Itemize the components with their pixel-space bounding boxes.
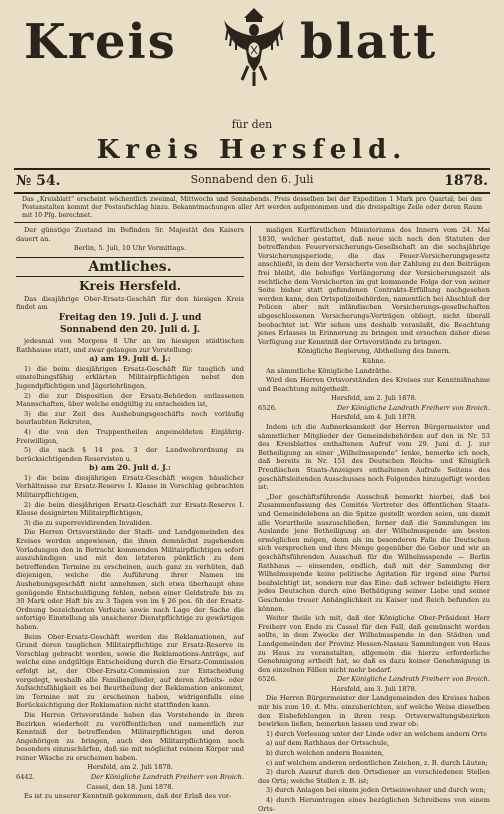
prussian-eagle-icon <box>222 6 286 88</box>
masthead-for-the: für den <box>231 118 273 131</box>
list-item: 3) die zur Zeit des Aushebungsgeschäfts noch vorläufig beurlaubten Rekruten, <box>16 409 244 427</box>
kaiser-bulletin-dateline: Berlin, 5. Juli, 10 Uhr Vormittags. <box>73 244 187 253</box>
signature-line <box>16 773 244 782</box>
left-paragraph: Beim Ober-Ersatz-Geschäft werden die Reklamationen, auf Grund deren tauglichen Militairpflichtige zur Ersatz-Reserve in Vorschlag gebracht worden, sowie die Reklamations-Anträge, auf welche eine endgültige Entscheidung durch die Ersatz-Commission erfolgt ist, der Ober-Ersatz-Commission zur Entscheidung vorgelegt, weshalb alle Familienglieder, auf deren Arbeits- oder Aufsichtsfähigkeit es bei Beurtheilung der Reklamation ankommt, im Termine mit zu erscheinen haben, widrigenfalls eine Berücksichtigung der Reklamation nicht stattfinden kann. <box>16 632 244 710</box>
issue-line <box>14 173 490 191</box>
subheading-a: a) am 19. Juli d. J.: <box>89 354 171 364</box>
list-item: 1) die beim diesjährigen Ersatz-Geschäft wegen häuslicher Verhältnisse zur Ersatz-Reserve I. Klasse in Vorschlag gebrachten Militairpflichtigen, <box>16 473 244 500</box>
right-paragraph: „Der geschäftsführende Ausschuß bemerkt hierbei, daß bei Zusammenfassung des Comités Vertreter des öffentlichen Staats- und Gemeindelebens an die Spitze gestellt worden seien, um damit alle Vorurtheile auszuschließen, ferner daß die Sammlungen im Auslande jene Betheiligung an der Wilhelmsspende am besten ermöglichen mögen, denn als im besonderen Falle die Deutschen sich versprechen und ihre Menge gegenüber die Geber und wir an geschäftsführenden Ausschuß für die Wilhelmsspende — Berlin Rathhaus — einsenden, endlich, daß mit der Sammlung der Wilhelmsspende keine politische Agitation für irgend eine Partei beabsichtigt ist, sondern nur das Eine: daß schwer beleidigte Herz jedes Deutschen durch eine Bethätigung seiner Liebe und seiner Geschenke treuer Anhänglichkeit zu Kaiser und Reich befunden zu können. <box>258 492 490 613</box>
left-paragraph: Die Herren Ortsvorstände haben das Vorstehende in ihren Bezirken wiederholt zu veröffentlichen und namentlich zur Kenntniß der betreffenden Militairpflichtigen und deren Angehörigen zu bringen, auch den Militairpflichtigen noch besonders einzuschärfen, daß sie mit möglichst reinem Körper und reiner Wäsche zu erscheinen haben. <box>16 710 244 762</box>
signature-line <box>258 404 490 413</box>
list-item: 3) durch Anlagen bei einem jeden Ortseinwohner und durch wen; <box>266 786 486 795</box>
signature-line <box>258 675 490 684</box>
right-paragraph: Wird den Herren Ortsvorständen des Kreises zur Kenntnißnahme und Beachtung mitgetheilt. <box>258 376 490 393</box>
notice-rule <box>14 222 490 223</box>
district-title: Kreis Hersfeld. <box>79 278 181 293</box>
right-dateline-3: Hersfeld, am 3. Juli 1878. <box>331 684 417 693</box>
left-paragraph: jedesmal von Morgens 8 Uhr an im hiesigen städtischen Rathhause statt, und zwar gelangen zur Vorstellung: <box>16 336 244 354</box>
signature: Der Königliche Landrath Freiherr von Broich. <box>336 403 490 412</box>
kaiser-bulletin: Der günstige Zustand im Befinden Sr. Majestät des Kaisers dauert an. <box>16 226 244 243</box>
left-paragraph: Die Herren Ortsvorstände der Stadt- und Landgemeinden des Kreises werden angewiesen, die ihnen demnächst zugehenden Vorladungen den in Betracht kommenden Militairpflichtigen sofort auszuhändigen und mit den letzteren pünktlich zu dem betreffenden Termine zu erscheinen, auch ganz zu verhüten, daß diejenigen, welche die Auführung ihrer Namen im Aushebungsgeschäft nicht annehmen, sich etwa überhaupt ohne genügende Entschuldigung fehlen, neben einer Geldstrafe bis zu 30 Mark oder Haft bis zu 3 Tagen von im § 26 pos. 6b der Ersatz-Ordnung bezeichneten Verluste sowie nach Lage der Sache die sofortige Einstellung als unsicherer Dienstpflichtige zu gewärtigen haben. <box>16 528 244 631</box>
right-dateline: Hersfeld, am 2. Juli 1878. <box>331 394 417 403</box>
authority-line: Königliche Regierung, Abtheilung des Innern. <box>297 347 451 356</box>
list-item: 2) die zur Disposition der Ersatz-Behörden entlassenen Mannschaften, über welche endgültig zu entscheiden ist, <box>16 391 244 409</box>
masthead <box>0 0 504 170</box>
masthead-rule-bottom <box>14 192 490 194</box>
right-paragraph: Indem ich die Aufmerksamkeit der Herren Bürgermeister und sämmtlicher Mitglieder der Gemeindebehörden auf den in Nr. 53 des Kreisblattes enthaltenen Aufruf vom 29. Juni d. J. zur Betheiligung an einer „Wilhelmsspende“ lenke, bemerke ich noch, daß bereits in Nr. 151 des Deutschen Reichs- und Königlich Preußischen Staats-Anzeigers enthaltenen Aufrufe Seitens des geschäftsleitenden Ausschusses noch Folgendes hinzugefügt worden ist: <box>258 423 490 492</box>
reference-number: 6526. <box>258 675 277 684</box>
session-date-2: Sonnabend den 20. Juli d. J. <box>60 324 200 335</box>
list-item: 2) durch Ausruf durch den Ortsdiener an verschiedenen Stellen des Orts; welche Stellen z. B. ist; <box>258 768 490 785</box>
masthead-district: Kreis Hersfeld. <box>96 135 408 165</box>
issue-year: 1878. <box>444 173 488 189</box>
right-paragraph: Weiter theile ich mit, daß der Königliche Ober-Präsident Herr Freiherr von Ende zu Cassel für den Fall, daß gemünscht werden sollte, in dem Zwecke der Wilhelmsspende in den Städten und Landgemeinden der Provinz Hessen-Nassau Sammlungen von Haus zu Haus zu veranstalten, allgemein die hierzu erforderliche Genehmigung ertheilt hat, so daß es dazu keiner Genehmigung in den einzelnen Fällen nicht mehr bedarf. <box>258 614 490 674</box>
list-item: 4) durch Herumtragen eines bezüglichen Schreibens von einem Orts- <box>258 796 490 813</box>
list-item: 1) die beim diesjährigen Ersatz-Geschäft für tauglich und einstellungsfähig erklärten Militairpflichtigen nebst den Jugendpflichtigen und Jägerlehrlingen, <box>16 364 244 390</box>
right-paragraph: maligen Kurfürstlichen Ministeriums des Innern vom 24. Mai 1830, welcher gestattet, daß neue sich nach den Statuten der betreffenden Feuerversicherungs-Gesellschaft an die sechsjährige Versicherungsperiode, die das Feuer-Versicherungsgesetz anschließt, in dem der Versicherte von der Zahlung zu den Beiträgen frei bleibt, die behufige Verlängerung der Versicherungszeit als rechtliche dem Versicherten im gut kommende Folge der von seiner Seite bisher statt gefundenen Contrakts-Erfüllung nachgesehen werden kann, den Ortspolizeibehörden, namentlich bei Abschluß der Policen aber mit inländischen Versicherungs-gesellschaften abgeschlossenen Versicherungs-Verträgen obliegt, nicht überall beobachtet ist. Wir sehen uns deshalb veranlaßt, die Beachtung jenes Erlasses in Erinnerung zu bringen und ersuchen daher diese Verfügung zur Kenntniß der Ortsvorstände zu bringen. <box>258 226 490 346</box>
left-dateline-2: Cassel, den 18. Juni 1878. <box>86 782 174 791</box>
issue-number: № 54. <box>16 173 61 189</box>
right-paragraph: Die Herren Bürgermeister der Landgemeinden des Kreises haben mir bis zum 10. d. Mts. einzuberichten, auf welche Weise dieselben den Eisbefehlungen in ihren resp. Ortsverwaltungsbezirken bewirken ließen, bemerken lassen und zwar ob: <box>258 694 490 729</box>
right-column <box>258 226 490 814</box>
list-item: a) auf dem Rathhaus der Ortsschule, <box>266 739 390 748</box>
session-date-1: Freitag den 19. Juli d. J. und <box>58 312 202 323</box>
masthead-title-left: Kreis <box>24 14 177 70</box>
addressee: An sämmtliche Königliche Landräthe. <box>266 366 392 375</box>
subscription-notice: Das „Kreisblatt“ erscheint wöchentlich zweimal, Mittwochs und Sonnabends. Preis desselben bei der Expedition 1 Mark pro Quartal; bei den Postanstalten kommt der Postaufschlag hinzu. Bekanntmachungen aller Art werden aufgenommen und die dreispaltige Zeile oder deren Raum mit 10 Pfg. berechnet. <box>22 196 482 219</box>
list-item: 1) durch Vorlesung unter der Linde oder an welchem andern Orte <box>266 729 487 738</box>
left-dateline: Hersfeld, am 2. Juli 1878. <box>87 763 173 772</box>
subheading-b: b) am 20. Juli d. J.: <box>89 463 171 473</box>
list-item: c) auf welchem anderen ordentlichen Zeichen, z. B. durch Läuten; <box>266 758 488 767</box>
issue-date: Sonnabend den 6. Juli <box>190 173 314 186</box>
signature: Der Königliche Landrath Freiherr von Broich. <box>90 773 244 782</box>
list-item: 4) die von den Truppentheilen angemeldeten Einjährig-Freiwilligen, <box>16 427 244 445</box>
list-item: 3) die zu superrevidirenden Invaliden. <box>24 518 153 527</box>
left-column <box>16 226 244 802</box>
left-paragraph: Es ist zu unserer Kenntniß gekommen, daß der Erlaß des vor- <box>24 792 232 801</box>
list-item: b) durch welchen andern Beamten, <box>266 749 385 758</box>
reference-number: 6442. <box>16 773 35 782</box>
column-divider <box>250 226 251 701</box>
left-paragraph: Das diesjährige Ober-Ersatz-Geschäft für den hiesigen Kreis findet am <box>16 294 244 312</box>
right-dateline-2: Hersfeld, am 4. Juli 1878. <box>331 413 417 422</box>
signature: Der Königliche Landrath Freiherr von Broich. <box>336 675 490 684</box>
masthead-title-right: blatt <box>300 14 438 70</box>
list-item: 2) die beim diesjährigen Ersatz-Geschäft zur Ersatz-Reserve I. Klasse designirten Militairpflichtigen, <box>16 500 244 518</box>
masthead-rule-top <box>14 168 490 170</box>
list-item: 5) die nach § 14 pos. 3 der Landwehrordnung zu berücksichtigenden Reservisten u. <box>16 446 244 463</box>
authority-name: Kühne. <box>362 356 386 365</box>
section-header-amtliches: Amtliches. <box>16 257 244 277</box>
reference-number: 6526. <box>258 403 277 412</box>
